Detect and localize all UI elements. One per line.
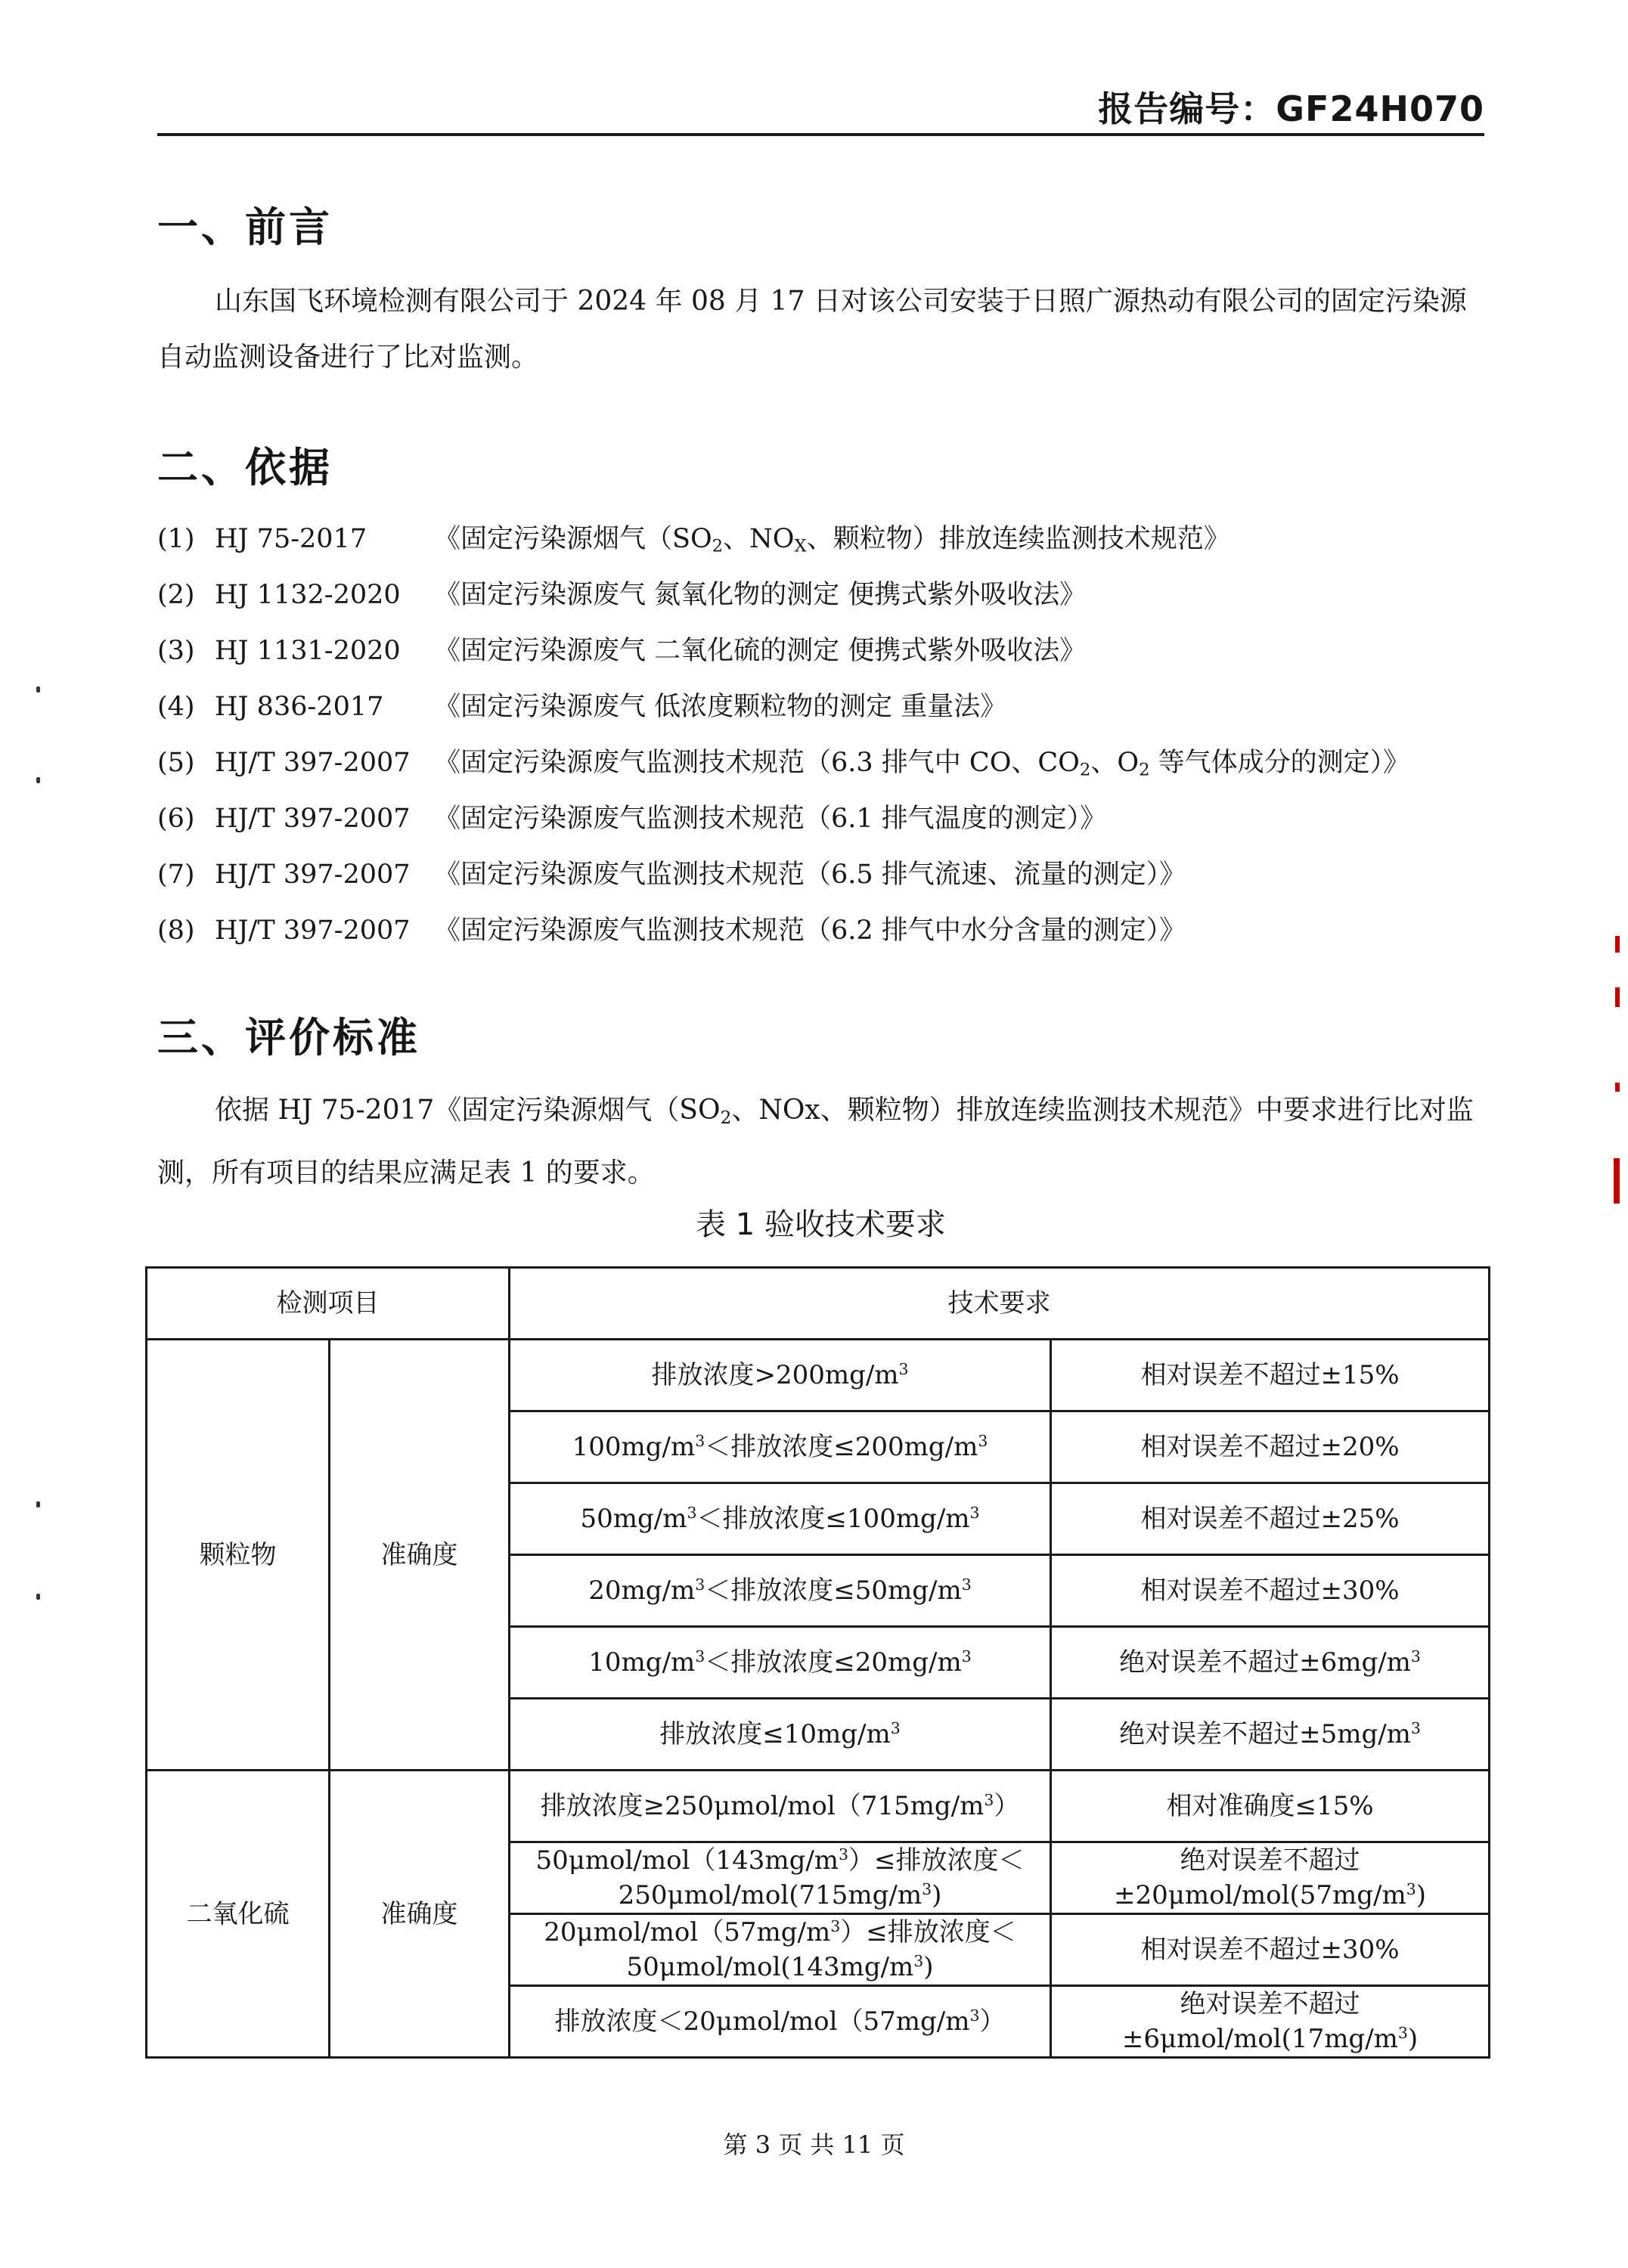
basis-item — [157, 623, 1503, 679]
basis-code: HJ/T 397-2007 — [215, 916, 411, 946]
basis-code: HJ/T 397-2007 — [215, 860, 411, 890]
basis-num: (6) — [157, 804, 195, 834]
requirements-table — [145, 1266, 1490, 2059]
header-item: 检测项目 — [147, 1268, 510, 1340]
scan-speck — [36, 1594, 40, 1600]
basis-num: (1) — [157, 524, 195, 554]
basis-item — [157, 847, 1503, 903]
header-rule — [157, 133, 1484, 136]
margin-mark — [1615, 1083, 1620, 1092]
header-requirement: 技术要求 — [510, 1268, 1490, 1340]
preface-text: 山东国飞环境检测有限公司于 2024 年 08 月 17 日对该公司安装于日照广源热动有限公司的固定污染源自动监测设备进行了比对监测。 — [157, 286, 1467, 373]
basis-item — [157, 511, 1503, 567]
margin-mark — [1614, 1158, 1620, 1204]
item-particulate: 颗粒物 — [147, 1340, 330, 1771]
basis-code: HJ 836-2017 — [215, 692, 384, 722]
requirement-cell: 绝对误差不超过$\pm 6mg/m^3$ — [1051, 1627, 1490, 1699]
condition-cell: $20\mu mol/mol(57mg/m^3)\le$排放浓度＜ $50\mu mol/mol(143mg/m^3)$ — [510, 1914, 1051, 1986]
report-number: 报告编号：GF24H070 — [1098, 88, 1484, 129]
table-caption: 表 1 验收技术要求 — [696, 1207, 946, 1242]
basis-title: 《固定污染源废气 低浓度颗粒物的测定 重量法》 — [434, 692, 1007, 722]
condition-cell: $10mg/m^3<$排放浓度$\le 20mg/m^3$ — [510, 1627, 1051, 1699]
basis-code: HJ/T 397-2007 — [215, 804, 411, 834]
basis-num: (8) — [157, 916, 195, 946]
basis-num: (2) — [157, 580, 195, 610]
item-so2: 二氧化硫 — [147, 1771, 330, 2058]
section-title-preface: 一、前言 — [157, 203, 333, 251]
basis-title: 《固定污染源废气监测技术规范（6.5 排气流速、流量的测定）》 — [434, 860, 1186, 890]
basis-title: 《固定污染源废气监测技术规范（6.3 排气中 CO、$CO_2$、$O_2$ 等气体成分的测定）》 — [434, 748, 1410, 780]
criteria-paragraph: 依据 HJ 75-2017《固定污染源烟气（$SO_2$、NOx、颗粒物）排放连续监测技术规范》中要求进行比对监测，所有项目的结果应满足表 1 的要求。 — [157, 1095, 1474, 1188]
basis-title: 《固定污染源废气 二氧化硫的测定 便携式紫外吸收法》 — [434, 636, 1087, 666]
basis-title: 《固定污染源烟气（$SO_2$、$NO_X$、颗粒物）排放连续监测技术规范》 — [434, 524, 1230, 556]
section-title-basis: 二、依据 — [157, 444, 333, 491]
margin-mark — [1615, 987, 1620, 1007]
condition-cell: 排放浓度$>200mg/m^3$ — [510, 1340, 1051, 1411]
condition-cell: $20mg/m^3<$排放浓度$\le 50mg/m^3$ — [510, 1555, 1051, 1627]
scan-speck — [36, 686, 40, 692]
requirement-cell: 绝对误差不超过$\pm 5mg/m^3$ — [1051, 1699, 1490, 1771]
scan-speck — [36, 777, 40, 783]
requirement-cell: 相对误差不超过±25% — [1051, 1483, 1490, 1555]
requirement-cell: 绝对误差不超过 $\pm 6\mu mol/mol(17mg/m^3)$ — [1051, 1986, 1490, 2058]
basis-list — [157, 511, 1503, 959]
basis-code: HJ 1131-2020 — [215, 636, 401, 666]
margin-mark — [1615, 936, 1620, 953]
requirement-cell: 相对误差不超过±15% — [1051, 1340, 1490, 1411]
basis-title: 《固定污染源废气 氮氧化物的测定 便携式紫外吸收法》 — [434, 580, 1087, 610]
basis-item — [157, 791, 1503, 847]
basis-code: HJ/T 397-2007 — [215, 748, 411, 778]
basis-title: 《固定污染源废气监测技术规范（6.2 排气中水分含量的测定）》 — [434, 916, 1186, 946]
condition-cell: $50\mu mol/mol(143mg/m^3)\le$排放浓度＜ $250\mu mol/mol(715mg/m^3)$ — [510, 1842, 1051, 1914]
page-number: 第 3 页 共 11 页 — [723, 2130, 905, 2159]
condition-cell: 排放浓度$<20\mu mol/mol(57mg/m^3)$ — [510, 1986, 1051, 2058]
requirement-cell: 相对误差不超过±30% — [1051, 1914, 1490, 1986]
basis-item — [157, 567, 1503, 623]
metric-so2: 准确度 — [330, 1771, 510, 2058]
requirement-cell: 相对准确度≤15% — [1051, 1771, 1490, 1842]
basis-item — [157, 903, 1503, 959]
condition-cell: 排放浓度$\le 10mg/m^3$ — [510, 1699, 1051, 1771]
table-row — [147, 1771, 1490, 1842]
condition-cell: $50mg/m^3<$排放浓度$\le 100mg/m^3$ — [510, 1483, 1051, 1555]
table-header-row — [147, 1268, 1490, 1340]
basis-num: (4) — [157, 692, 195, 722]
basis-num: (7) — [157, 860, 195, 890]
table-row — [147, 1340, 1490, 1411]
basis-title: 《固定污染源废气监测技术规范（6.1 排气温度的测定）》 — [434, 804, 1107, 834]
requirement-cell: 绝对误差不超过 $\pm 20\mu mol/mol(57mg/m^3)$ — [1051, 1842, 1490, 1914]
requirement-cell: 相对误差不超过±20% — [1051, 1411, 1490, 1483]
basis-item — [157, 679, 1503, 735]
condition-cell: $100mg/m^3<$排放浓度$\le 200mg/m^3$ — [510, 1411, 1051, 1483]
basis-code: HJ 1132-2020 — [215, 580, 401, 610]
preface-paragraph — [157, 274, 1484, 386]
section-title-criteria: 三、评价标准 — [157, 1014, 420, 1061]
basis-num: (3) — [157, 636, 195, 666]
metric-particulate: 准确度 — [330, 1340, 510, 1771]
condition-cell: 排放浓度$\ge 250\mu mol/mol(715mg/m^3)$ — [510, 1771, 1051, 1842]
basis-code: HJ 75-2017 — [215, 524, 367, 554]
basis-num: (5) — [157, 748, 195, 778]
requirement-cell: 相对误差不超过±30% — [1051, 1555, 1490, 1627]
basis-item — [157, 735, 1503, 791]
scan-speck — [36, 1501, 40, 1507]
